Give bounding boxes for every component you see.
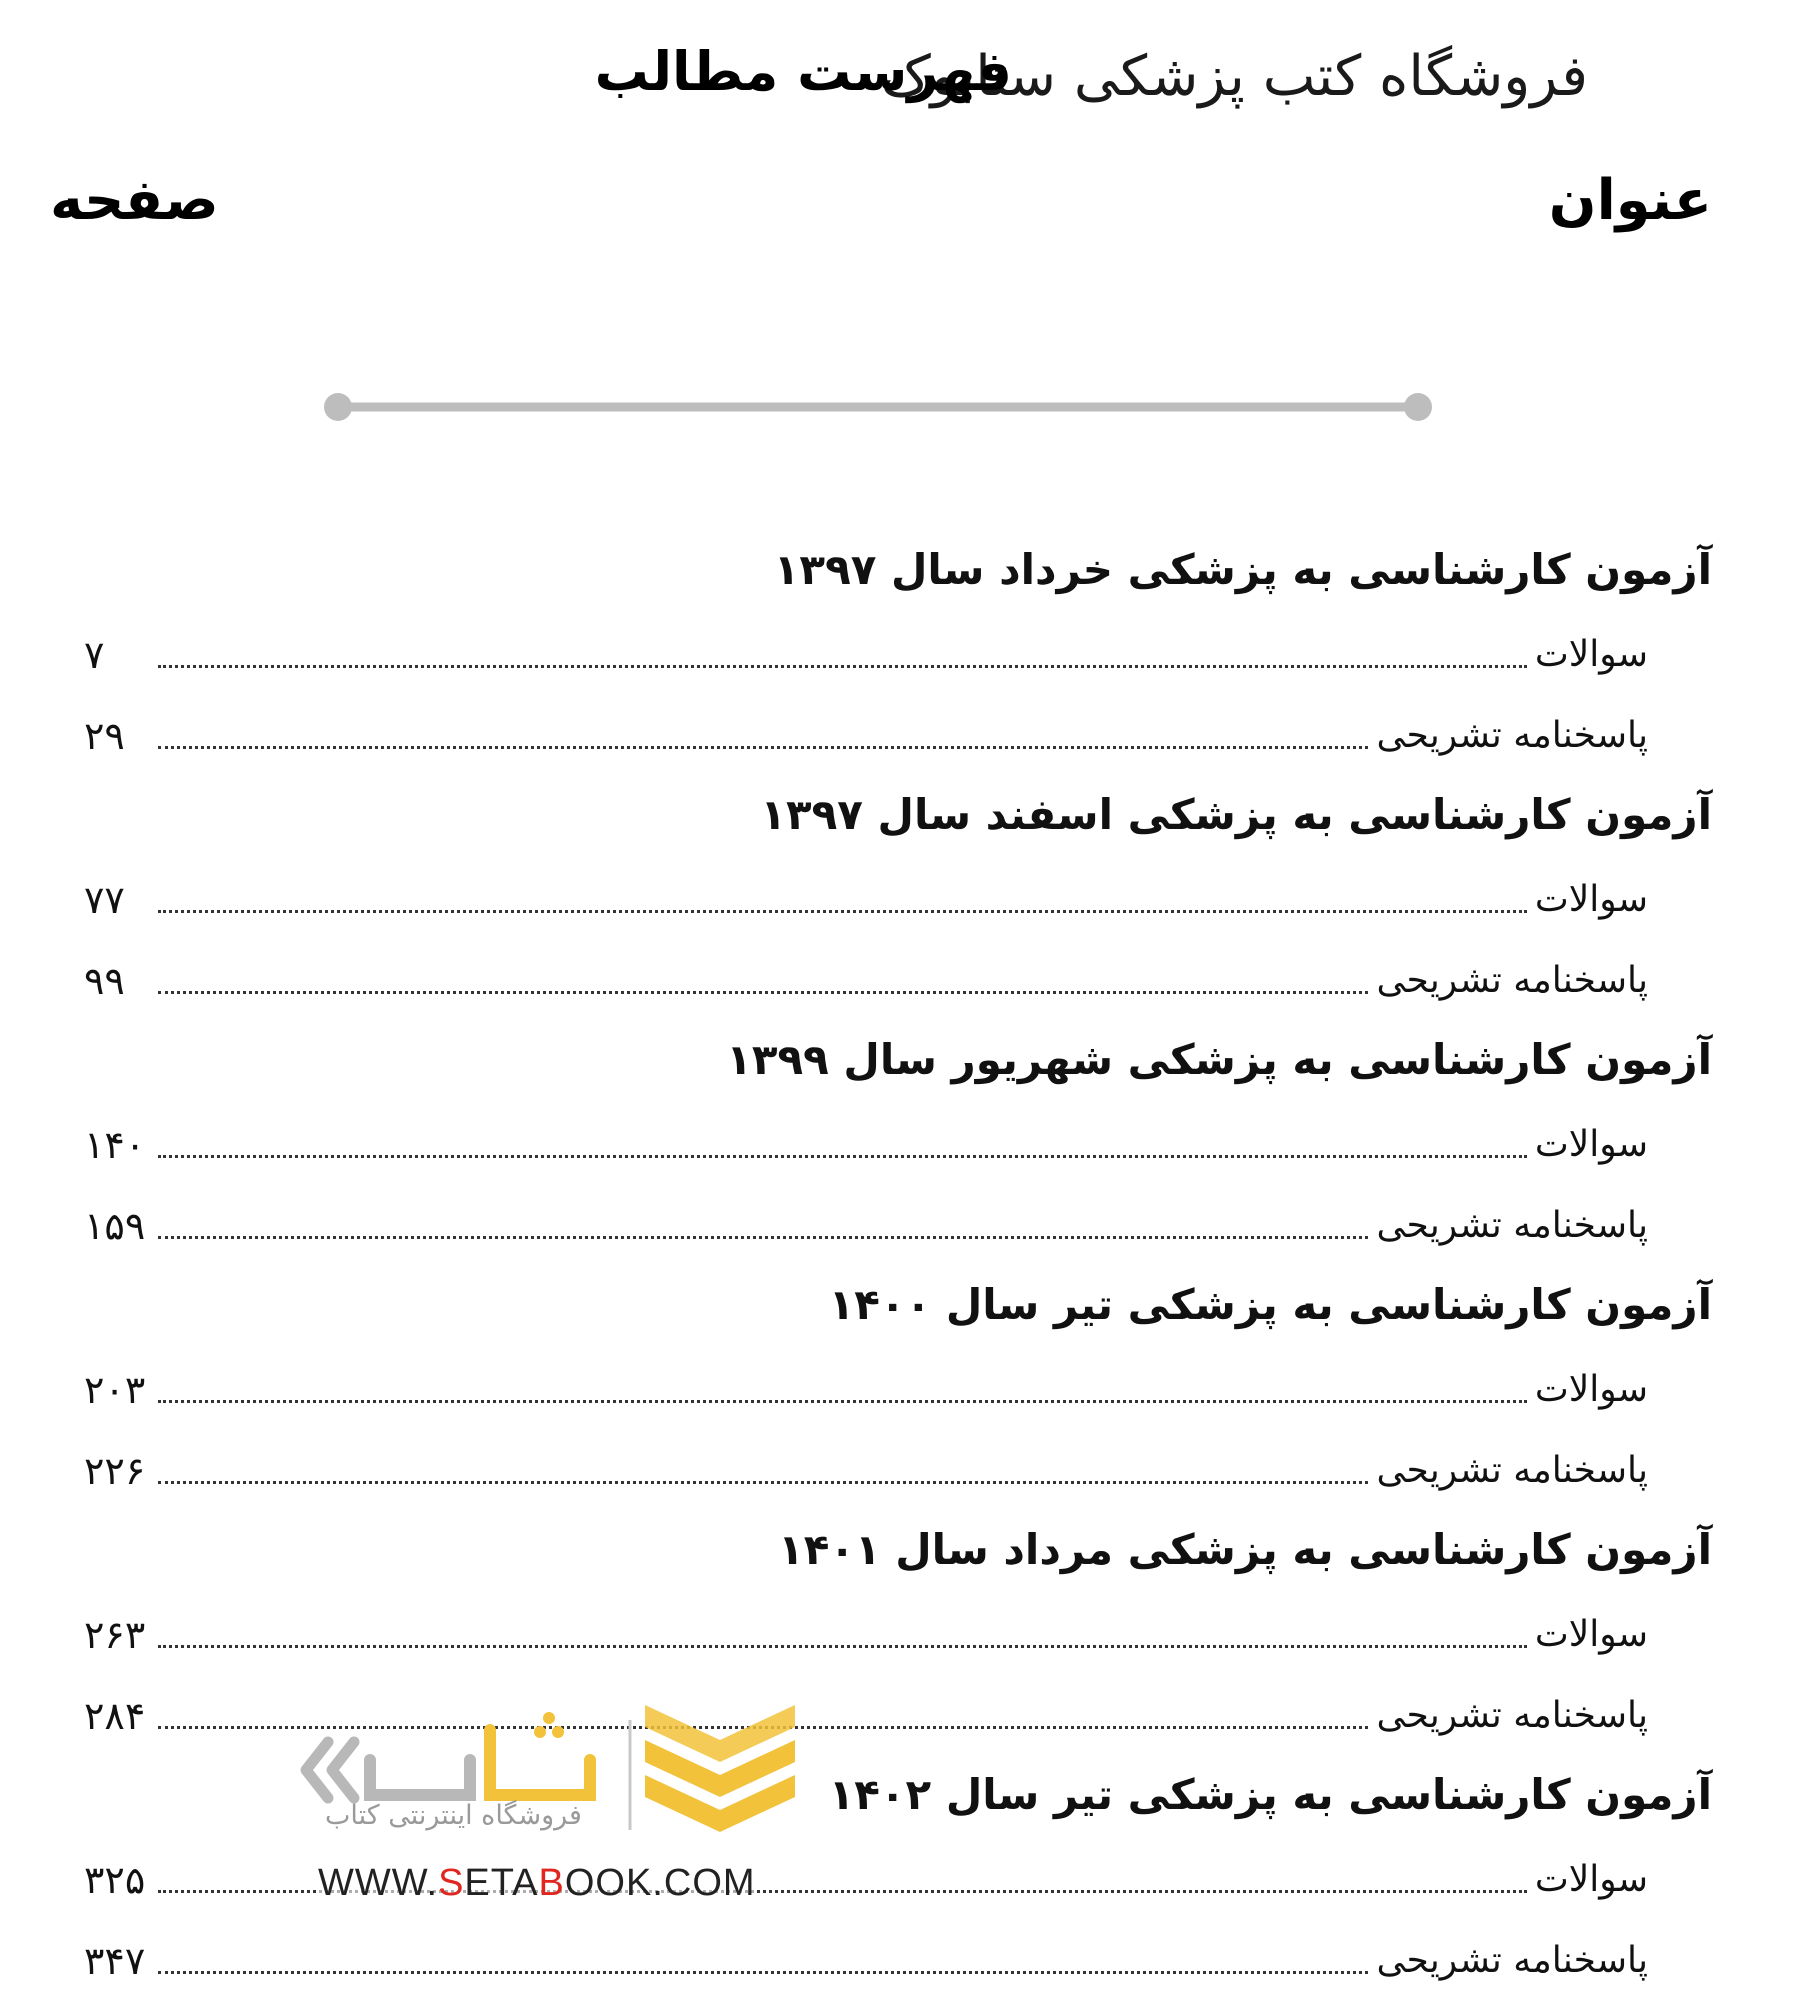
section-title[interactable]: آزمون کارشناسی به پزشکی مرداد سال ۱۴۰۱ (778, 1525, 1712, 1574)
entry-label: سوالات (1534, 1614, 1648, 1655)
watermark-url[interactable] (318, 1862, 756, 1905)
column-title-title: عنوان (1548, 168, 1712, 233)
section-title[interactable]: آزمون کارشناسی به پزشکی تیر سال ۱۴۰۰ (828, 1280, 1712, 1329)
url-part: WWW. (318, 1862, 439, 1904)
dot-leader (158, 991, 1368, 994)
entry-label: پاسخنامه تشریحی (1376, 1205, 1648, 1246)
dot-leader (158, 1155, 1527, 1158)
url-part: OOK.COM (564, 1862, 756, 1904)
entry-page-number: ۲۸۴ (84, 1694, 146, 1738)
url-part: ETA (464, 1862, 539, 1904)
url-part: B (538, 1862, 565, 1904)
toc-entry[interactable] (80, 1201, 1648, 1251)
toc-entry[interactable] (80, 630, 1648, 680)
dot-leader (158, 1645, 1527, 1648)
column-title-page: صفحه (50, 168, 219, 233)
entry-label: پاسخنامه تشریحی (1376, 1940, 1648, 1981)
toc-entry[interactable] (80, 1446, 1648, 1496)
entry-label: پاسخنامه تشریحی (1376, 960, 1648, 1001)
section-title[interactable]: آزمون کارشناسی به پزشکی تیر سال ۱۴۰۲ (828, 1770, 1712, 1819)
dot-leader (158, 1236, 1368, 1239)
entry-page-number: ۹۹ (84, 959, 125, 1003)
toc-entry[interactable] (80, 1365, 1648, 1415)
toc-entry[interactable] (80, 711, 1648, 761)
toc-entry[interactable] (80, 1120, 1648, 1170)
dot-leader (158, 1971, 1368, 1974)
entry-page-number: ۲۰۳ (84, 1368, 146, 1412)
page-title: فهرست مطالب (594, 40, 1012, 103)
entry-page-number: ۲۲۶ (84, 1449, 146, 1493)
store-name: فروشگاه کتب پزشکی ستابوک (880, 44, 1588, 109)
dot-leader (158, 746, 1368, 749)
toc-entry[interactable] (80, 956, 1648, 1006)
entry-page-number: ۲۹ (84, 714, 125, 758)
toc-entry[interactable] (80, 1855, 1648, 1905)
entry-page-number: ۷ (84, 633, 105, 677)
dot-leader (158, 665, 1527, 668)
decorative-divider (323, 392, 1433, 422)
watermark-subtitle: فروشگاه اینترنتی کتاب (325, 1800, 582, 1831)
url-part: S (438, 1862, 465, 1904)
section-title[interactable]: آزمون کارشناسی به پزشکی شهریور سال ۱۳۹۹ (726, 1035, 1712, 1084)
entry-label: سوالات (1534, 879, 1648, 920)
entry-page-number: ۲۶۳ (84, 1613, 146, 1657)
dot-leader (158, 1400, 1527, 1403)
section-title[interactable]: آزمون کارشناسی به پزشکی اسفند سال ۱۳۹۷ (760, 790, 1712, 839)
entry-label: سوالات (1534, 1859, 1648, 1900)
entry-label: پاسخنامه تشریحی (1376, 715, 1648, 756)
entry-label: سوالات (1534, 1124, 1648, 1165)
dot-leader (158, 910, 1527, 913)
entry-page-number: ۳۴۷ (84, 1939, 146, 1983)
toc-entry[interactable] (80, 1610, 1648, 1660)
entry-label: سوالات (1534, 1369, 1648, 1410)
section-title[interactable]: آزمون کارشناسی به پزشکی خرداد سال ۱۳۹۷ (773, 545, 1712, 594)
dot-leader (158, 1481, 1368, 1484)
toc-entry[interactable] (80, 1936, 1648, 1986)
entry-label: پاسخنامه تشریحی (1376, 1450, 1648, 1491)
entry-page-number: ۳۲۵ (84, 1858, 146, 1902)
entry-page-number: ۷۷ (84, 878, 125, 922)
entry-label: سوالات (1534, 634, 1648, 675)
entry-page-number: ۱۵۹ (84, 1204, 146, 1248)
entry-label: پاسخنامه تشریحی (1376, 1695, 1648, 1736)
entry-page-number: ۱۴۰ (84, 1123, 146, 1167)
toc-entry[interactable] (80, 875, 1648, 925)
